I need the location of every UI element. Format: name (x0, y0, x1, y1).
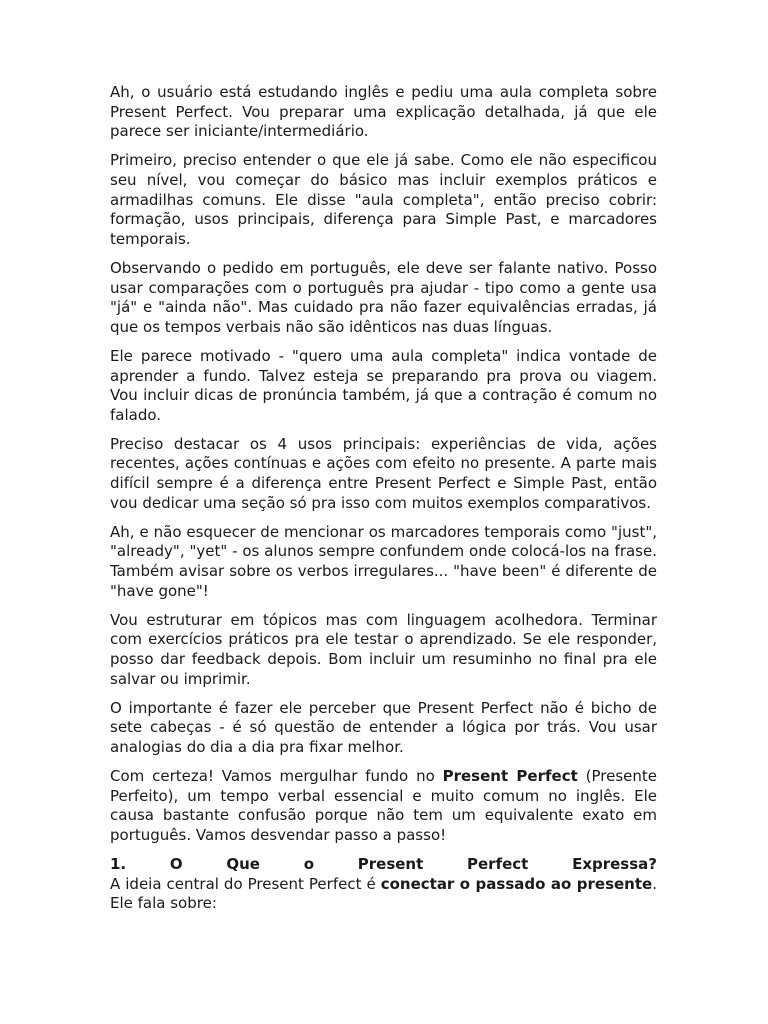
section-1-bold-phrase: conectar o passado ao presente (380, 874, 653, 893)
section-1-heading: 1. O Que o Present Perfect Expressa? (110, 855, 657, 874)
paragraph-1: Ah, o usuário está estudando inglês e pediu uma aula completa sobre Present Perfect. Vou preparar uma explicação detalhada, já que ele parece ser iniciante/intermediário. (110, 83, 657, 141)
intro-text-before: Com certeza! Vamos mergulhar fundo no (110, 767, 443, 786)
section-1-text (110, 875, 657, 914)
section-1-text-after: . Ele fala sobre: (110, 874, 657, 913)
document-page (110, 83, 657, 914)
paragraph-2: Primeiro, preciso entender o que ele já sabe. Como ele não especificou seu nível, vou começar do básico mas incluir exemplos práticos e armadilhas comuns. Ele disse "aula completa", então preciso cobrir: formação, usos principais, diferença para Simple Past, e marcadores temporais. (110, 151, 657, 248)
intro-paragraph (110, 767, 657, 845)
intro-text-after: (Presente Perfeito), um tempo verbal essencial e muito comum no inglês. Ele causa bastante confusão porque não tem um equivalente exato em português. Vamos desvendar passo a passo! (110, 767, 657, 844)
paragraph-3: Observando o pedido em português, ele deve ser falante nativo. Posso usar comparações com o português pra ajudar - tipo como a gente usa "já" e "ainda não". Mas cuidado pra não fazer equivalências erradas, já que os tempos verbais não são idênticos nas duas línguas. (110, 258, 657, 336)
paragraph-8: O importante é fazer ele perceber que Present Perfect não é bicho de sete cabeças - é só questão de entender a lógica por trás. Vou usar analogias do dia a dia pra fixar melhor. (110, 698, 657, 756)
paragraph-7: Vou estruturar em tópicos mas com linguagem acolhedora. Terminar com exercícios práticos pra ele testar o aprendizado. Se ele responder, posso dar feedback depois. Bom incluir um resuminho no final pra ele salvar ou imprimir. (110, 610, 657, 688)
paragraph-6: Ah, e não esquecer de mencionar os marcadores temporais como "just", "already", "yet" - os alunos sempre confundem onde colocá-los na frase. Também avisar sobre os verbos irregulares... "have been" é diferente de "have gone"! (110, 522, 657, 600)
paragraph-5: Preciso destacar os 4 usos principais: experiências de vida, ações recentes, ações contínuas e ações com efeito no presente. A parte mais difícil sempre é a diferença entre Present Perfect e Simple Past, então vou dedicar uma seção só pra isso com muitos exemplos comparativos. (110, 434, 657, 512)
section-1-text-before: A ideia central do Present Perfect é (110, 874, 381, 893)
intro-bold-term: Present Perfect (442, 767, 578, 786)
paragraph-4: Ele parece motivado - "quero uma aula completa" indica vontade de aprender a fundo. Talvez esteja se preparando pra prova ou viagem. Vou incluir dicas de pronúncia também, já que a contração é comum no falado. (110, 346, 657, 424)
